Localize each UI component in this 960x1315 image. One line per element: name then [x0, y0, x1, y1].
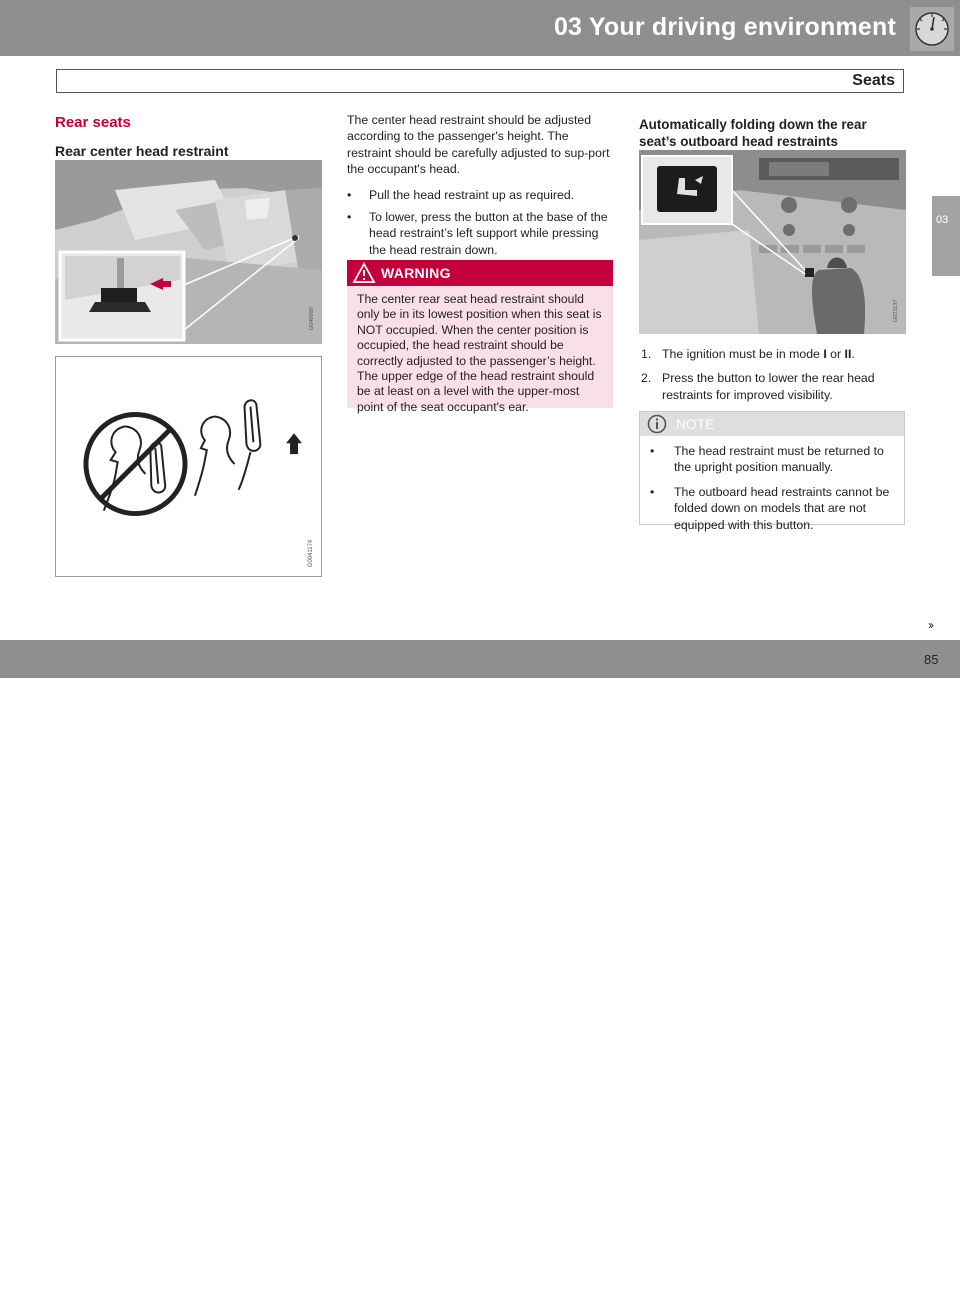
section-title: Seats: [852, 72, 895, 89]
list-item: [347, 187, 613, 203]
image-code-1: G040000: [309, 307, 315, 330]
bullet-text: The head restraint must be returned to the upright position manually.: [674, 444, 884, 475]
list-item: [347, 209, 613, 258]
image-code-3: G021137: [893, 299, 899, 322]
list-item: [650, 443, 896, 476]
chapter-header-bar: [0, 0, 960, 56]
note-text: [640, 436, 904, 533]
auto-fold-section: [639, 116, 906, 150]
step-text: The ignition must be in mode: [662, 347, 824, 361]
step-text: or: [826, 347, 845, 361]
section-title-bar: [56, 69, 904, 93]
note-box: [639, 411, 905, 532]
rear-seats-heading: Rear seats: [55, 114, 131, 131]
note-header: [640, 412, 904, 436]
auto-fold-heading: Automatically folding down the rear seat’s outboard head restraints: [639, 117, 867, 149]
step-number: 1.: [641, 347, 652, 361]
step-text: Press the button to lower the rear head restraints for improved visibility.: [662, 371, 875, 402]
intro-paragraph: The center head restraint should be adjusted according to the passenger's height. The restraint should be carefully adjusted to sup-port the occupant's head.: [347, 113, 610, 177]
rear-seats-section: [55, 114, 322, 159]
list-item: [650, 484, 896, 533]
chapter-title: 03 Your driving environment: [553, 13, 896, 41]
watermark-text: carmanualsonline.info: [590, 1284, 854, 1314]
bullet-icon: •: [650, 484, 655, 499]
steps-list: [639, 346, 906, 411]
chapter-tab[interactable]: [932, 196, 960, 276]
warning-header: [347, 260, 613, 286]
bullet-text: The outboard head restraints cannot be folded down on models that are not equipped with this button.: [674, 484, 890, 532]
image-code-2: G0041174: [307, 539, 314, 568]
center-restraint-text: [347, 112, 613, 264]
footer-bar: [0, 640, 960, 1314]
warning-triangle-icon: [353, 263, 375, 283]
info-icon: [647, 414, 667, 434]
rear-seat-photo: [55, 160, 322, 344]
bullet-text: To lower, press the button at the base of the head restraint’s left support while pressing the head restrain down.: [369, 210, 608, 257]
page-number: 85: [924, 652, 939, 667]
next-page-icon[interactable]: ››: [928, 618, 932, 632]
ignition-mode-2: II: [844, 347, 852, 361]
ignition-mode-1: I: [823, 347, 827, 361]
center-console-photo: [639, 150, 906, 334]
rear-center-head-restraint-heading: Rear center head restraint: [55, 143, 229, 159]
step-number: 2.: [641, 371, 652, 386]
note-title: NOTE: [676, 417, 715, 432]
warning-title: WARNING: [381, 265, 451, 281]
bullet-icon: •: [650, 444, 655, 458]
warning-text: The center rear seat head restraint should only be in its lowest position when this seat is NOT occupied. When the center position is occupied, the head restraint should be correctly adjusted to the passenger’s height. The upper edge of the head restraint should be at least on a level with the upper-most point of the seat occupant's ear.: [357, 292, 602, 414]
chapter-tab-label: 03: [936, 214, 949, 226]
head-restraint-illustration: [55, 356, 322, 577]
step-text: .: [851, 347, 855, 361]
bullet-icon: •: [347, 210, 352, 225]
list-item: [639, 346, 906, 362]
warning-box: [347, 260, 613, 414]
list-item: [639, 370, 906, 403]
bullet-icon: •: [347, 187, 352, 202]
gauge-icon: [910, 7, 954, 51]
bullet-text: Pull the head restraint up as required.: [369, 187, 575, 202]
